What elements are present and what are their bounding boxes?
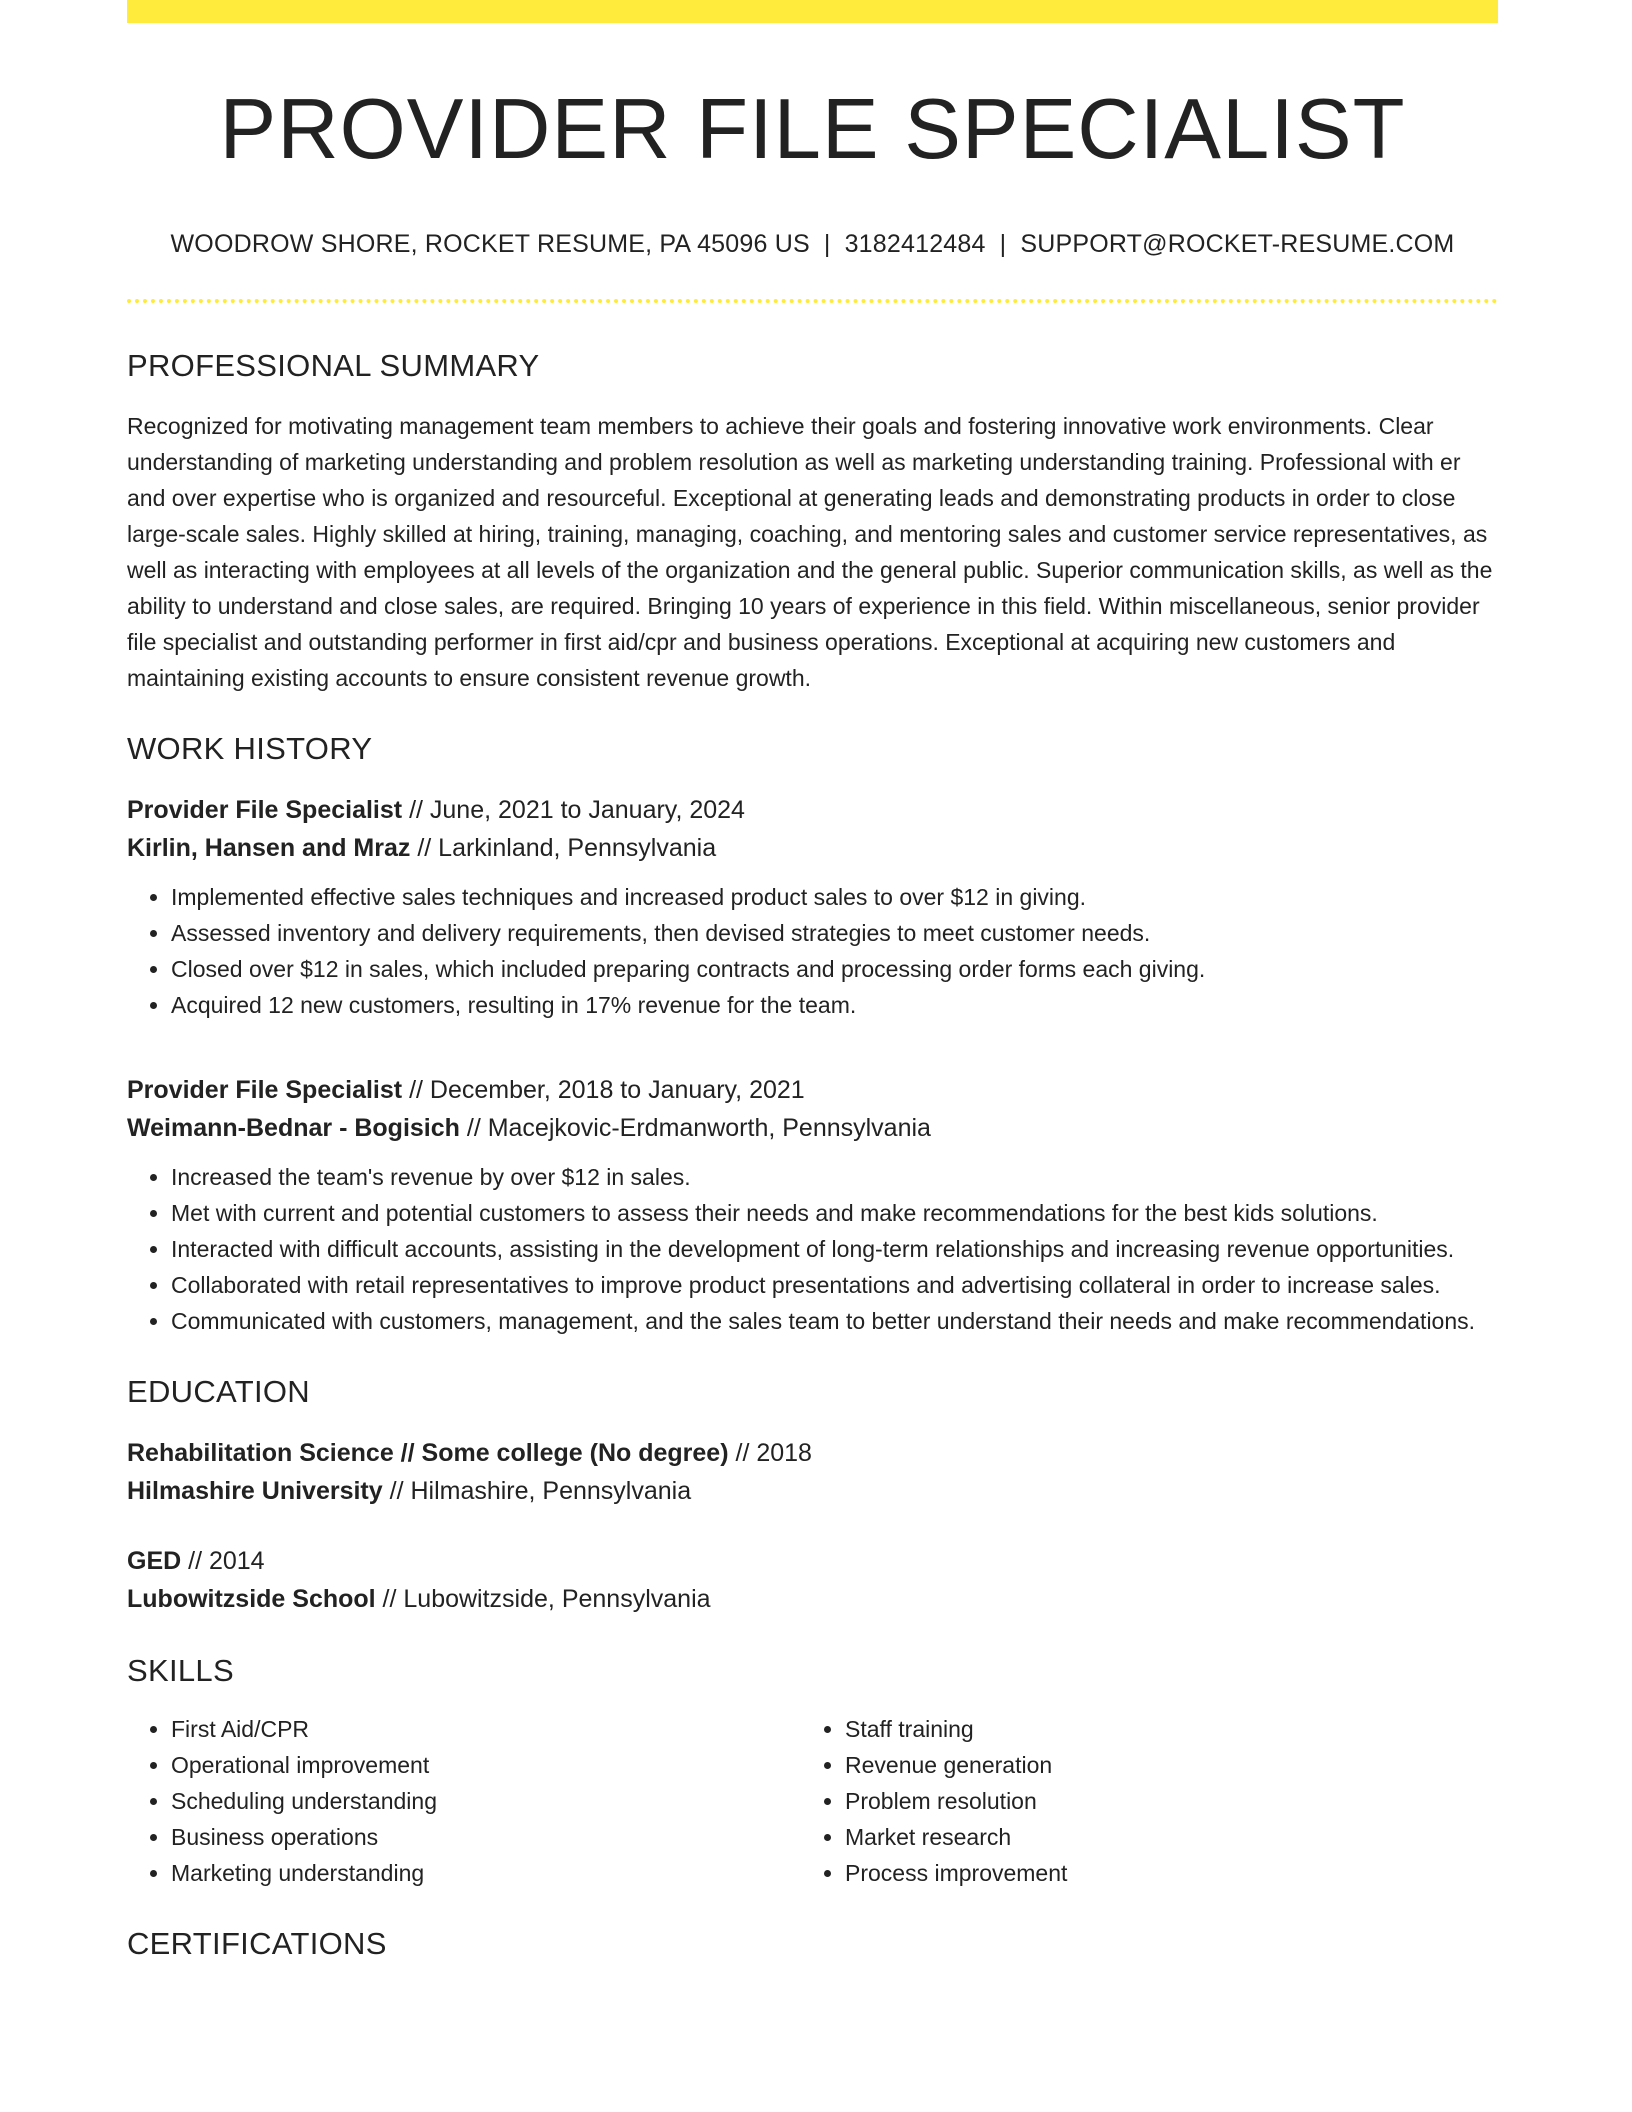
education-degree: Rehabilitation Science // Some college (No degree) (127, 1439, 729, 1468)
education-entry (127, 1434, 1498, 1510)
contact-line (127, 229, 1498, 259)
skills-section (127, 1652, 1498, 1891)
job-title: Provider File Specialist (127, 795, 403, 824)
skills-list-left (127, 1711, 801, 1891)
job-title: Provider File Specialist (127, 1075, 403, 1104)
skill-item: • Process improvement (845, 1855, 1485, 1891)
skill-item: • Revenue generation (845, 1747, 1485, 1783)
job-dates: // June, 2021 to January, 2024 (402, 795, 745, 824)
job-entry (127, 791, 1498, 1023)
skill-item: • First Aid/CPR (171, 1711, 801, 1747)
accent-top-bar (127, 0, 1498, 23)
skill-item: • Business operations (171, 1819, 801, 1855)
education-degree-line (127, 1542, 1498, 1580)
skill-item: • Problem resolution (845, 1783, 1485, 1819)
education-degree-line (127, 1434, 1498, 1472)
contact-email: SUPPORT@ROCKET-RESUME.COM (1020, 229, 1455, 258)
skill-item: • Market research (845, 1819, 1485, 1855)
list-item: • Communicated with customers, management, and the sales team to better understand their needs and make recommendations. (171, 1303, 1498, 1339)
work-history-heading: WORK HISTORY (127, 730, 373, 766)
certifications-section (127, 1925, 1498, 1962)
summary-heading: PROFESSIONAL SUMMARY (127, 347, 540, 383)
skill-item: • Scheduling understanding (171, 1783, 801, 1819)
job-entry (127, 1071, 1498, 1339)
contact-address: WOODROW SHORE, ROCKET RESUME, PA 45096 US (170, 229, 810, 258)
skill-item: • Operational improvement (171, 1747, 801, 1783)
summary-text: Recognized for motivating management team members to achieve their goals and fostering innovative work environments. Clear understanding of marketing understanding and problem resolution as well as marketing understanding training. Professional with er and over expertise who is organized and resourceful. Exceptional at generating leads and demonstrating products in order to close large-scale sales. Highly skilled at hiring, training, managing, coaching, and mentoring sales and customer service representatives, as well as interacting with employees at all levels of the organization and the general public. Superior communication skills, as well as the ability to understand and close sales, are required. Bringing 10 years of experience in this field. Within miscellaneous, senior provider file specialist and outstanding performer in first aid/cpr and business operations. Exceptional at acquiring new customers and maintaining existing accounts to ensure consistent revenue growth. (127, 412, 1493, 691)
contact-phone: 3182412484 (844, 229, 986, 258)
education-degree: GED (127, 1547, 182, 1576)
education-location: // Hilmashire, Pennsylvania (382, 1477, 692, 1506)
skill-item: • Marketing understanding (171, 1855, 801, 1891)
job-company: Weimann-Bednar - Bogisich (127, 1113, 460, 1142)
education-location: // Lubowitzside, Pennsylvania (375, 1585, 711, 1614)
education-section (127, 1373, 1498, 1618)
resume-title: PROVIDER FILE SPECIALIST (219, 82, 1406, 177)
summary-section (127, 347, 1498, 696)
list-item: • Closed over $12 in sales, which included preparing contracts and processing order forms each giving. (171, 951, 1498, 987)
education-school: Hilmashire University (127, 1477, 383, 1506)
job-company-line (127, 1109, 1498, 1147)
education-year: // 2018 (728, 1439, 812, 1468)
list-item: • Met with current and potential customers to assess their needs and make recommendations for the best kids solutions. (171, 1195, 1498, 1231)
job-bullets (127, 1159, 1498, 1339)
list-item: • Acquired 12 new customers, resulting in 17% revenue for the team. (171, 987, 1498, 1023)
list-item: • Increased the team's revenue by over $12 in sales. (171, 1159, 1498, 1195)
skills-list-right (801, 1711, 1485, 1891)
contact-separator: | (823, 229, 831, 258)
skill-item: • Staff training (845, 1711, 1485, 1747)
list-item: • Interacted with difficult accounts, assisting in the development of long-term relationships and increasing revenue opportunities. (171, 1231, 1498, 1267)
job-location: // Macejkovic-Erdmanworth, Pennsylvania (459, 1113, 931, 1142)
job-bullets (127, 879, 1498, 1023)
header-divider (127, 299, 1498, 303)
skills-heading: SKILLS (127, 1653, 234, 1689)
job-dates: // December, 2018 to January, 2021 (402, 1075, 805, 1104)
education-year: // 2014 (181, 1547, 265, 1576)
education-school-line (127, 1580, 1498, 1618)
list-item: • Implemented effective sales techniques and increased product sales to over $12 in giving. (171, 879, 1498, 915)
resume-page (127, 0, 1498, 1962)
skills-columns (127, 1711, 1498, 1891)
work-history-section (127, 730, 1498, 1339)
contact-separator: | (999, 229, 1007, 258)
job-title-line (127, 1071, 1498, 1109)
job-company: Kirlin, Hansen and Mraz (127, 833, 411, 862)
education-heading: EDUCATION (127, 1373, 310, 1409)
job-company-line (127, 829, 1498, 867)
certifications-heading: CERTIFICATIONS (127, 1926, 387, 1962)
job-title-line (127, 791, 1498, 829)
education-entry (127, 1542, 1498, 1618)
education-school: Lubowitzside School (127, 1585, 376, 1614)
education-school-line (127, 1472, 1498, 1510)
list-item: • Assessed inventory and delivery requirements, then devised strategies to meet customer needs. (171, 915, 1498, 951)
list-item: • Collaborated with retail representatives to improve product presentations and advertising collateral in order to increase sales. (171, 1267, 1498, 1303)
job-location: // Larkinland, Pennsylvania (410, 833, 717, 862)
